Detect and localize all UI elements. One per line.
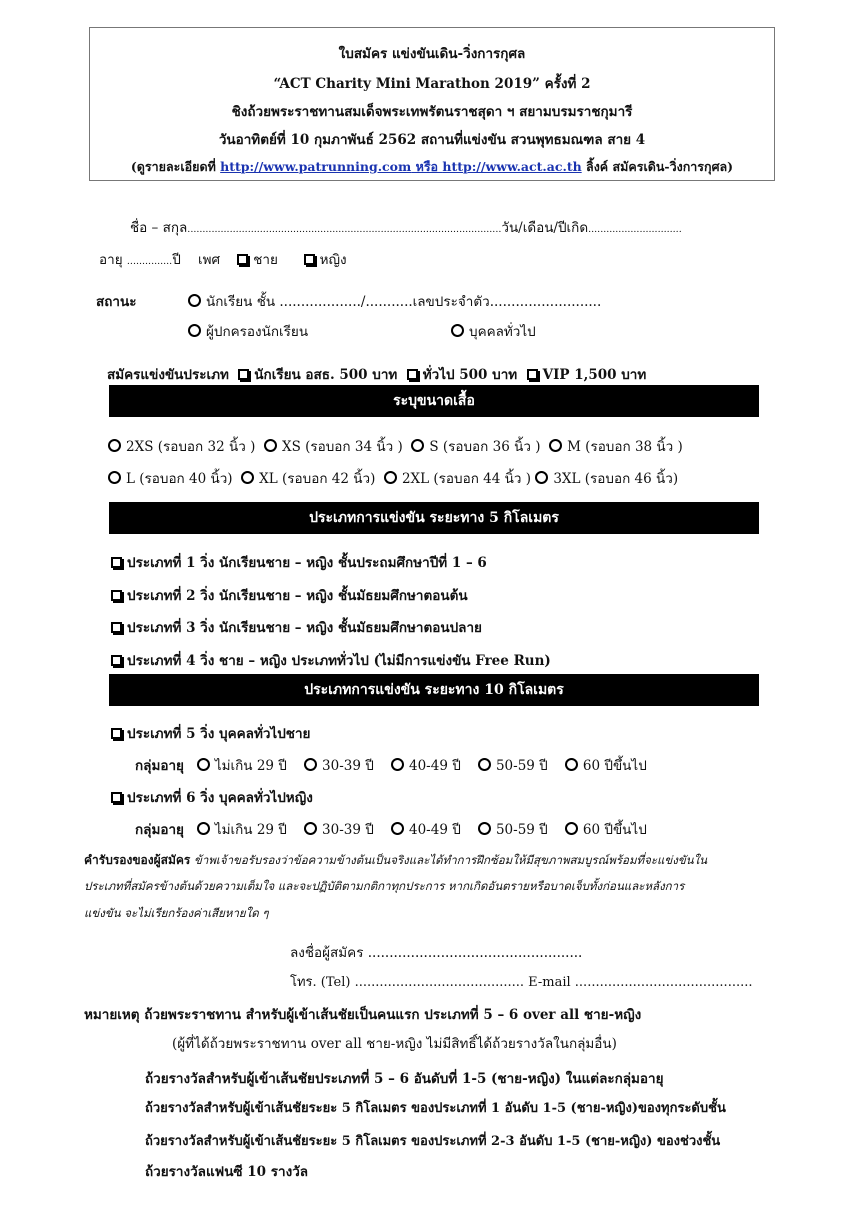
note-type23-trophy: ถ้วยรางวัลสำหรับผู้เข้าเส้นชัยระยะ 5 กิโลเมตร ของประเภทที่ 2-3 อันดับ 1-5 (ชาย-หญิง) ของช่วงชั้น [145, 1134, 721, 1149]
size-2xs-radio[interactable] [108, 439, 121, 452]
size-xl-radio[interactable] [241, 471, 254, 484]
public-radio[interactable] [451, 324, 464, 337]
size-xs-radio[interactable] [264, 439, 277, 452]
race5-item-1 [111, 551, 487, 573]
type2-label: ประเภทที่ 2 วิ่ง นักเรียนชาย – หญิง ชั้นมัธยมศึกษาตอนต้น [127, 588, 468, 604]
age-40-49-label: 40-49 ปี [409, 758, 461, 774]
registration-row [107, 363, 646, 385]
declaration-text-1: ข้าพเจ้าขอรับรองว่าข้อความข้างต้นเป็นจริงและได้ทำการฝึกซ้อมให้มีสุขภาพสมบูรณ์พร้อมที่จะแข่งขันใน [190, 853, 708, 867]
race-5km-bar: ประเภทการแข่งขัน ระยะทาง 5 กิโลเมตร [109, 502, 759, 534]
age-label: อายุ [99, 252, 123, 268]
size-2xs-label: 2XS (รอบอก 32 นิ้ว ) [126, 439, 256, 455]
status-student-row [188, 290, 601, 312]
size-3xl-label: 3XL (รอบอก 46 นิ้ว) [553, 471, 679, 487]
form-title: ใบสมัคร แข่งขันเดิน-วิ่งการกุศล [338, 46, 526, 62]
size-s-label: S (รอบอก 36 นิ้ว ) [429, 439, 541, 455]
age-30-39-label: 30-39 ปี [322, 822, 374, 838]
reg-public-label: ทั่วไป 500 บาท [422, 367, 518, 383]
year-unit: ปี [172, 252, 181, 268]
note-type1-trophy: ถ้วยรางวัลสำหรับผู้เข้าเส้นชัยระยะ 5 กิโลเมตร ของประเภทที่ 1 อันดับ 1-5 (ชาย-หญิง)ของทุกระดับชั้น [145, 1101, 726, 1116]
race5-item-4 [111, 649, 551, 671]
parent-radio[interactable] [188, 324, 201, 337]
race-10km-bar: ประเภทการแข่งขัน ระยะทาง 10 กิโลเมตร [109, 674, 759, 706]
reg-vip-checkbox[interactable] [527, 369, 538, 380]
age-50-59-label: 50-59 ปี [495, 822, 548, 838]
age-60-radio-5[interactable] [565, 758, 578, 771]
age-50-59-radio-5[interactable] [478, 758, 491, 771]
type5-label: ประเภทที่ 5 วิ่ง บุคคลทั่วไปชาย [127, 726, 311, 742]
date-venue: วันอาทิตย์ที่ 10 กุมภาพันธ์ 2562 สถานที่แข่งขัน สวนพุทธมณฑล สาย 4 [218, 132, 646, 148]
age-u29-radio-5[interactable] [197, 758, 210, 771]
age-40-49-radio-5[interactable] [391, 758, 404, 771]
trophy-line: ชิงถ้วยพระราชทานสมเด็จพระเทพรัตนราชสุดา ฯ สยามบรมราชกุมารี [231, 104, 633, 120]
type6-checkbox[interactable] [111, 792, 122, 803]
parent-label: ผู้ปกครองนักเรียน [206, 324, 309, 340]
age-group-label: กลุ่มอายุ [135, 822, 184, 838]
race5-item-2 [111, 584, 468, 606]
declaration-line-3: แข่งขัน จะไม่เรียกร้องค่าเสียหายใด ๆ [84, 906, 269, 920]
status-label: สถานะ [96, 294, 137, 310]
link-or: หรือ [411, 159, 443, 174]
size-xl-label: XL (รอบอก 42 นิ้ว) [259, 471, 376, 487]
type4-label: ประเภทที่ 4 วิ่ง ชาย – หญิง ประเภททั่วไป (ไม่มีการแข่งขัน Free Run) [127, 653, 551, 669]
size-2xl-label: 2XL (รอบอก 44 นิ้ว ) [401, 471, 532, 487]
size-m-radio[interactable] [549, 439, 562, 452]
size-3xl-radio[interactable] [535, 471, 548, 484]
age-30-39-radio-6[interactable] [304, 822, 317, 835]
reg-public-checkbox[interactable] [407, 369, 418, 380]
signature-field[interactable]: ลงชื่อผู้สมัคร .................................................. [290, 945, 583, 961]
student-id-label: เลขประจำตัว.......................... [412, 294, 602, 310]
shirt-row-1 [108, 435, 683, 457]
type2-checkbox[interactable] [111, 590, 122, 601]
type4-checkbox[interactable] [111, 655, 122, 666]
act-link[interactable]: http://www.act.ac.th [442, 159, 582, 174]
age-50-59-radio-6[interactable] [478, 822, 491, 835]
male-label: ชาย [253, 252, 278, 268]
race5-item-3 [111, 616, 482, 638]
reg-student-checkbox[interactable] [238, 369, 249, 380]
type1-label: ประเภทที่ 1 วิ่ง นักเรียนชาย – หญิง ชั้นประถมศึกษาปีที่ 1 – 6 [127, 555, 487, 571]
size-l-label: L (รอบอก 40 นิ้ว) [126, 471, 233, 487]
status-public [451, 320, 536, 342]
status-parent [188, 320, 308, 342]
size-l-radio[interactable] [108, 471, 121, 484]
age-u29-radio-6[interactable] [197, 822, 210, 835]
age-row [99, 248, 347, 270]
dob-field[interactable]: ............................... [588, 224, 682, 235]
sex-label: เพศ [197, 252, 221, 268]
header-box [89, 27, 775, 181]
reg-student-label: นักเรียน อสธ. 500 บาท [254, 367, 398, 383]
patrunning-link[interactable]: http://www.patrunning.com [220, 159, 412, 174]
female-checkbox[interactable] [304, 254, 315, 265]
public-label: บุคคลทั่วไป [469, 324, 536, 340]
type3-label: ประเภทที่ 3 วิ่ง นักเรียนชาย – หญิง ชั้นมัธยมศึกษาตอนปลาย [127, 620, 482, 636]
age-40-49-label: 40-49 ปี [409, 822, 461, 838]
age-60-label: 60 ปีขึ้นไป [582, 822, 647, 838]
race10-type5 [111, 722, 310, 744]
name-row [130, 216, 682, 238]
declaration-title: คำรับรองของผู้สมัคร [84, 853, 191, 867]
age-40-49-radio-6[interactable] [391, 822, 404, 835]
size-m-label: M (รอบอก 38 นิ้ว ) [567, 439, 683, 455]
event-name: “ACT Charity Mini Marathon 2019” ครั้งที่ 2 [273, 76, 591, 92]
type6-age-row [135, 818, 647, 840]
type5-checkbox[interactable] [111, 728, 122, 739]
type5-age-row [135, 754, 647, 776]
student-radio[interactable] [188, 294, 201, 307]
age-30-39-radio-5[interactable] [304, 758, 317, 771]
shirt-size-bar: ระบุขนาดเสื้อ [109, 385, 759, 417]
shirt-row-2 [108, 467, 678, 489]
reg-vip-label: VIP 1,500 บาท [542, 367, 647, 383]
age-u29-label: ไม่เกิน 29 ปี [214, 822, 287, 838]
note-age-group-trophy: ถ้วยรางวัลสำหรับผู้เข้าเส้นชัยประเภทที่ 5 – 6 อันดับที่ 1-5 (ชาย-หญิง) ในแต่ละกลุ่มอายุ [145, 1071, 664, 1087]
note-fancy-trophy: ถ้วยรางวัลแฟนซี 10 รางวัล [145, 1164, 309, 1180]
type6-label: ประเภทที่ 6 วิ่ง บุคคลทั่วไปหญิง [127, 790, 313, 806]
declaration-line-1 [84, 851, 707, 870]
dob-label: วัน/เดือน/ปีเกิด [501, 220, 589, 236]
age-50-59-label: 50-59 ปี [495, 758, 548, 774]
age-field[interactable]: ............... [126, 256, 173, 267]
note-overall-rule: (ผู้ที่ได้ถ้วยพระราชทาน over all ชาย-หญิง ไม่มีสิทธิ์ได้ถ้วยรางวัลในกลุ่มอื่น) [172, 1036, 617, 1052]
age-u29-label: ไม่เกิน 29 ปี [214, 758, 287, 774]
declaration-line-2: ประเภทที่สมัครข้างต้นด้วยความเต็มใจ และจะปฏิบัติตามกติกาทุกประการ หากเกิดอันตรายหรือบาดเจ็บทั้งก่อนและหลังการ [84, 879, 685, 893]
age-30-39-label: 30-39 ปี [322, 758, 374, 774]
size-xs-label: XS (รอบอก 34 นิ้ว ) [281, 439, 403, 455]
registration-label: สมัครแข่งขันประเภท [107, 367, 229, 383]
student-label: นักเรียน ชั้น .................../........... [206, 294, 413, 310]
male-checkbox[interactable] [237, 254, 248, 265]
name-label: ชื่อ – สกุล [130, 220, 188, 236]
type1-checkbox[interactable] [111, 557, 122, 568]
name-field[interactable]: ........................................................................................................ [187, 224, 502, 235]
age-60-label: 60 ปีขึ้นไป [582, 758, 647, 774]
note-trophy-royal: หมายเหตุ ถ้วยพระราชทาน สำหรับผู้เข้าเส้นชัยเป็นคนแรก ประเภทที่ 5 – 6 over all ชาย-หญิง [84, 1007, 642, 1023]
type3-checkbox[interactable] [111, 622, 122, 633]
race10-type6 [111, 786, 313, 808]
contact-field[interactable]: โทร. (Tel) ......................................... E-mail ........................................... [290, 975, 753, 990]
age-group-label: กลุ่มอายุ [135, 758, 184, 774]
age-60-radio-6[interactable] [565, 822, 578, 835]
size-s-radio[interactable] [411, 439, 424, 452]
details-line: (ดูรายละเอียดที่ http://www.patrunning.com หรือ http://www.act.ac.th ลิ้งค์ สมัครเดิน-วิ่งการกุศล) [130, 159, 734, 174]
female-label: หญิง [319, 252, 347, 268]
size-2xl-radio[interactable] [384, 471, 397, 484]
